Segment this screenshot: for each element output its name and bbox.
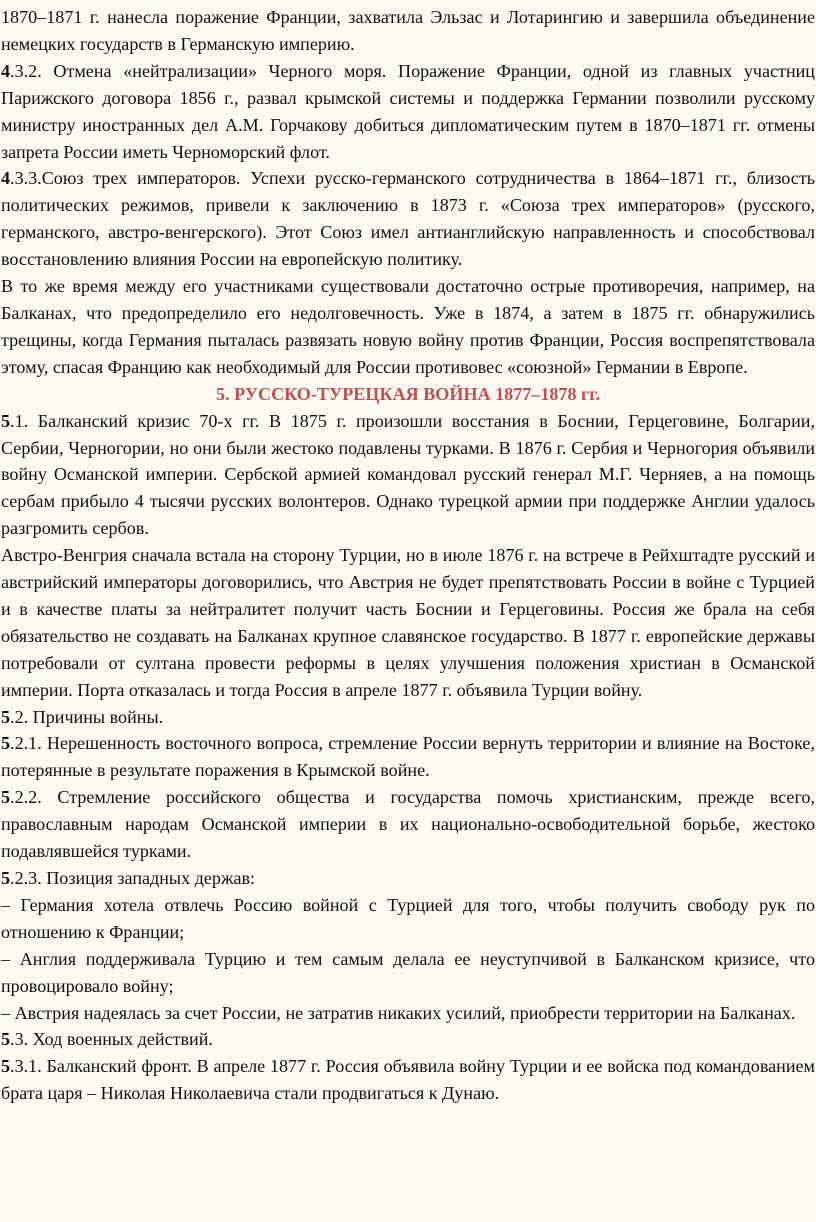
paragraph-text: .1. Балканский кризис 70-х гг. В 1875 г. произошли восстания в Боснии, Герцеговине, Болгарии, Сербии, Черногории, но они были жестоко подавлены турками. В 1876 г. Сербия и Черногория объявили войну Османской империи. Сербской армией командовал русский генерал М.Г. Черняев, а на помощь сербам прибыло 4 тысячи русских волонтеров. Однако турецкой армии при поддержке Англии удалось разгромить сербов. [1, 410, 815, 539]
list-item [1, 1000, 815, 1027]
paragraph-text: .3.3.Союз трех императоров. Успехи русско-германского сотрудничества в 1864–1871 гг., близость политических режимов, привели к заключению в 1873 г. «Союза трех императоров» (русского, германского, австро-венгерского). Этот Союз имел антианглийскую направленность и способствовал восстановлению влияния России на европейскую политику. [1, 168, 815, 270]
paragraph-text: .3.2. Отмена «нейтрализации» Черного моря. Поражение Франции, одной из главных участниц Парижского договора 1856 г., развал крымской системы и поддержка Германии позволили русскому министру иностранных дел А.М. Горчакову добиться дипломатическим путем в 1870–1871 гг. отмены запрета России иметь Черноморский флот. [1, 60, 815, 162]
paragraph-text: В то же время между его участниками существовали достаточно острые противоречия, например, на Балканах, что предопределило его недолговечность. Уже в 1874, а затем в 1875 гг. обнаружились трещины, когда Германия пыталась развязать новую войну против Франции, Россия воспрепятствовала этому, спасая Францию как необходимый для России противовес «союзной» Германии в Европе. [1, 276, 815, 377]
section-number: 5 [1, 733, 11, 754]
paragraph [1, 542, 815, 703]
paragraph-text: – Германия хотела отвлечь Россию войной с Турцией для того, чтобы получить свободу рук по отношению к Франции; [1, 894, 815, 942]
paragraph-text: .2. Причины войны. [10, 706, 164, 727]
section-number: 4 [1, 60, 11, 81]
section-number: 5 [1, 868, 11, 888]
paragraph [1, 58, 815, 166]
paragraph-text: .2.3. Позиция западных держав: [10, 868, 256, 888]
paragraph-text: .2.2. Стремление российского общества и государства помочь христианским, прежде всего, православным народам Османской империи в их национально-освободительной борьбе, жестоко подавлявшейся турками. [1, 787, 815, 862]
paragraph [1, 165, 815, 273]
paragraph-text: .3.1. Балканский фронт. В апреле 1877 г. Россия объявила войну Турции и ее войска под командованием брата царя – Николая Николаевича стали продвигаться к Дунаю. [1, 1056, 815, 1104]
paragraph [1, 273, 815, 381]
section-number: 5 [1, 787, 11, 808]
paragraph [1, 408, 815, 543]
list-item [1, 946, 815, 1000]
paragraph [1, 4, 815, 58]
paragraph-text: Австро-Венгрия сначала встала на сторону Турции, но в июле 1876 г. на встрече в Рейхштадте русский и австрийский императоры договорились, что Австрия не будет препятствовать России в войне с Турцией и в качестве платы за нейтралитет получит часть Боснии и Герцеговины. Россия же брала на себя обязательство не создавать на Балканах крупное славянское государство. В 1877 г. европейские державы потребовали от султана провести реформы в целях улучшения положения христиан в Османской империи. Порта отказалась и тогда Россия в апреле 1877 г. объявила Турции войну. [1, 545, 815, 700]
paragraph [1, 784, 815, 865]
section-number: 5 [1, 410, 11, 431]
paragraph-text: .2.1. Нерешенность восточного вопроса, стремление России вернуть территории и влияние на Востоке, потерянные в результате поражения в Крымской войне. [1, 733, 815, 781]
paragraph [1, 1026, 815, 1053]
paragraph [1, 704, 815, 731]
paragraph [1, 865, 815, 892]
section-number: 5 [1, 1029, 11, 1050]
section-number: 4 [1, 168, 11, 189]
section-number: 5 [1, 706, 11, 727]
section-heading: 5. РУССКО-ТУРЕЦКАЯ ВОЙНА 1877–1878 гг. [216, 383, 600, 404]
section-number: 5 [1, 1056, 11, 1077]
paragraph [1, 1053, 815, 1107]
paragraph-text: – Австрия надеялась за счет России, не затратив никаких усилий, приобрести территории на Балканах. [1, 1002, 796, 1023]
list-item [1, 892, 815, 946]
paragraph-text: 1870–1871 г. нанесла поражение Франции, захватила Эльзас и Лотарингию и завершила объединение немецких государств в Германскую империю. [1, 7, 815, 54]
document-page [0, 4, 816, 1222]
paragraph-text: – Англия поддерживала Турцию и тем самым делала ее неуступчивой в Балканском кризисе, что провоцировало войну; [1, 948, 815, 996]
paragraph-text: .3. Ход военных действий. [10, 1029, 213, 1050]
paragraph [1, 730, 815, 784]
